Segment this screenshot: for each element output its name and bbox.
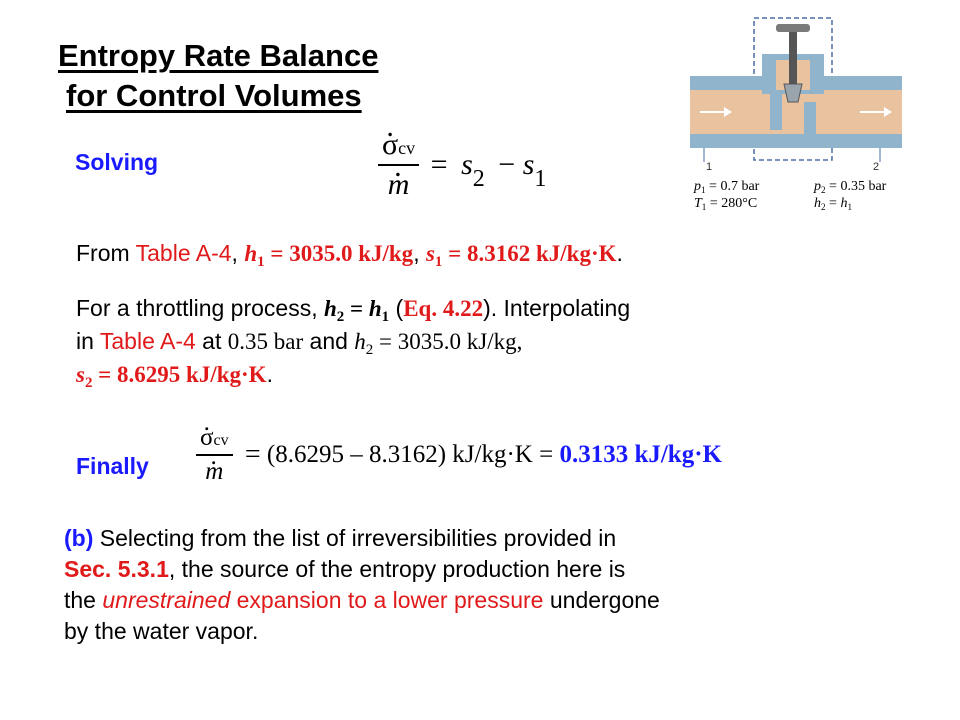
valve-stem xyxy=(789,28,797,86)
throttling-line-1 xyxy=(76,292,876,325)
throttling-paragraph xyxy=(76,292,876,391)
period-1: . xyxy=(616,240,623,266)
throttling-valve-diagram xyxy=(690,14,902,174)
final-expression: (8.6295 – 8.3162) kJ/kg·K = xyxy=(260,441,560,468)
part-b-text-1: Selecting from the list of irreversibilities provided in xyxy=(93,525,617,551)
page-title xyxy=(58,36,378,116)
pipe-bottom-wall xyxy=(690,134,902,148)
paren-open: ( xyxy=(389,295,404,321)
final-equals-sign: = xyxy=(244,439,261,470)
s1-value: = 8.3162 kJ/kg·K xyxy=(442,241,617,266)
h-equals: = xyxy=(344,296,369,321)
part-b-line-1 xyxy=(64,523,894,554)
interpolating-text: ). Interpolating xyxy=(483,295,631,321)
s1-sub: 1 xyxy=(434,254,443,271)
s2-value: = 8.6295 kJ/kg·K xyxy=(92,362,267,387)
m-dot-symbol: . m xyxy=(388,168,410,202)
and-text: and xyxy=(303,328,355,354)
valve-wall-left xyxy=(770,90,782,130)
final-sigma-dot: . σ xyxy=(200,424,213,452)
part-b-text-2: , the source of the entropy production here is xyxy=(168,556,626,582)
period-2: . xyxy=(266,361,273,387)
title-line-2: for Control Volumes xyxy=(66,78,362,113)
h2b-value: = 3035.0 kJ/kg, xyxy=(373,329,523,354)
p2-value: = 0.35 bar xyxy=(825,179,887,194)
s-symbol-2: s xyxy=(522,148,535,181)
p2-subscript: 2 xyxy=(821,185,826,196)
h1-sub-b: 1 xyxy=(381,309,390,326)
pressure-value: 0.35 bar xyxy=(227,329,304,354)
h1-symbol: h xyxy=(840,196,848,211)
h1-sym: h xyxy=(244,241,258,266)
sec-5-3-1-ref: Sec. 5.3.1 xyxy=(64,556,169,582)
h2b-sym: h xyxy=(354,329,366,354)
final-m-dot: . m xyxy=(205,458,223,486)
p2-symbol: p xyxy=(814,179,821,194)
part-b-text-6: by the water vapor. xyxy=(64,618,259,644)
part-b-tag: (b) xyxy=(64,525,94,551)
T1-symbol: T xyxy=(694,196,702,211)
h2-symbol: h xyxy=(814,196,821,211)
inlet-state xyxy=(694,178,759,212)
throttling-line-2 xyxy=(76,325,876,358)
part-b-paragraph xyxy=(64,523,894,647)
in-text: in xyxy=(76,328,100,354)
T1-value: = 280°C xyxy=(706,196,758,211)
final-cv-subscript: cv xyxy=(213,432,229,449)
unrestrained-word: unrestrained xyxy=(102,587,231,613)
s1-sym: s xyxy=(425,241,435,266)
h2-equals: = xyxy=(825,196,841,211)
inlet-pressure xyxy=(694,178,759,195)
h1-sub: 1 xyxy=(257,254,265,271)
finally-equation xyxy=(196,424,722,486)
final-result: 0.3133 kJ/kg·K xyxy=(559,441,722,468)
table-a4-ref: Table A-4 xyxy=(135,240,232,266)
outlet-pressure xyxy=(814,178,886,195)
valve-handle xyxy=(776,24,810,32)
cv-subscript: cv xyxy=(398,138,416,158)
expansion-phrase: expansion to a lower pressure xyxy=(236,587,544,613)
h2-subscript: 2 xyxy=(821,202,826,213)
equals-sign: = xyxy=(430,148,448,181)
comma-1: , xyxy=(231,240,245,266)
inlet-temperature xyxy=(694,195,759,212)
part-b-line-2 xyxy=(64,554,894,585)
part-b-text-3: the xyxy=(64,587,103,613)
h2b-sub: 2 xyxy=(365,342,374,359)
p1-value: = 0.7 bar xyxy=(705,179,760,194)
finally-label: Finally xyxy=(76,453,149,479)
eq-4-22-ref: Eq. 4.22 xyxy=(403,296,484,321)
s-symbol: s xyxy=(461,148,473,181)
p1-subscript: 1 xyxy=(701,185,706,196)
minus-sign: − xyxy=(498,148,516,181)
h1-subscript: 1 xyxy=(847,202,852,213)
part-b-text-5: undergone xyxy=(543,587,660,613)
sigma-dot-symbol: . σ xyxy=(382,128,398,162)
comma-2: , xyxy=(413,240,426,266)
throttling-line-3 xyxy=(76,358,876,391)
s1-subscript: 1 xyxy=(534,165,547,192)
at-text: at xyxy=(195,328,228,354)
from-table-line xyxy=(76,237,623,270)
title-line-1: Entropy Rate Balance xyxy=(58,38,379,73)
valve-wall-right xyxy=(804,102,816,134)
station-1-label: 1 xyxy=(706,161,713,173)
h2-sym: h xyxy=(324,296,337,321)
s2-sub: 2 xyxy=(84,375,93,392)
outlet-enthalpy xyxy=(814,195,886,212)
solving-equation xyxy=(378,128,546,202)
throttling-text: For a throttling process, xyxy=(76,295,324,321)
s2-subscript: 2 xyxy=(472,165,485,192)
sigma-over-m-fraction xyxy=(378,128,419,202)
p1-symbol: p xyxy=(694,179,701,194)
part-b-line-4 xyxy=(64,616,894,647)
h2-sub: 2 xyxy=(336,309,345,326)
h1-value: = 3035.0 kJ/kg xyxy=(264,241,414,266)
T1-subscript: 1 xyxy=(701,202,707,213)
part-b-line-3 xyxy=(64,585,894,616)
outlet-state xyxy=(814,178,886,212)
from-text: From xyxy=(76,240,136,266)
station-2-label: 2 xyxy=(873,161,880,173)
h1-sym-b: h xyxy=(368,296,382,321)
table-a4-ref-2: Table A-4 xyxy=(99,328,196,354)
final-fraction xyxy=(196,424,233,486)
solving-label: Solving xyxy=(75,149,159,175)
s2-sym: s xyxy=(76,362,85,387)
